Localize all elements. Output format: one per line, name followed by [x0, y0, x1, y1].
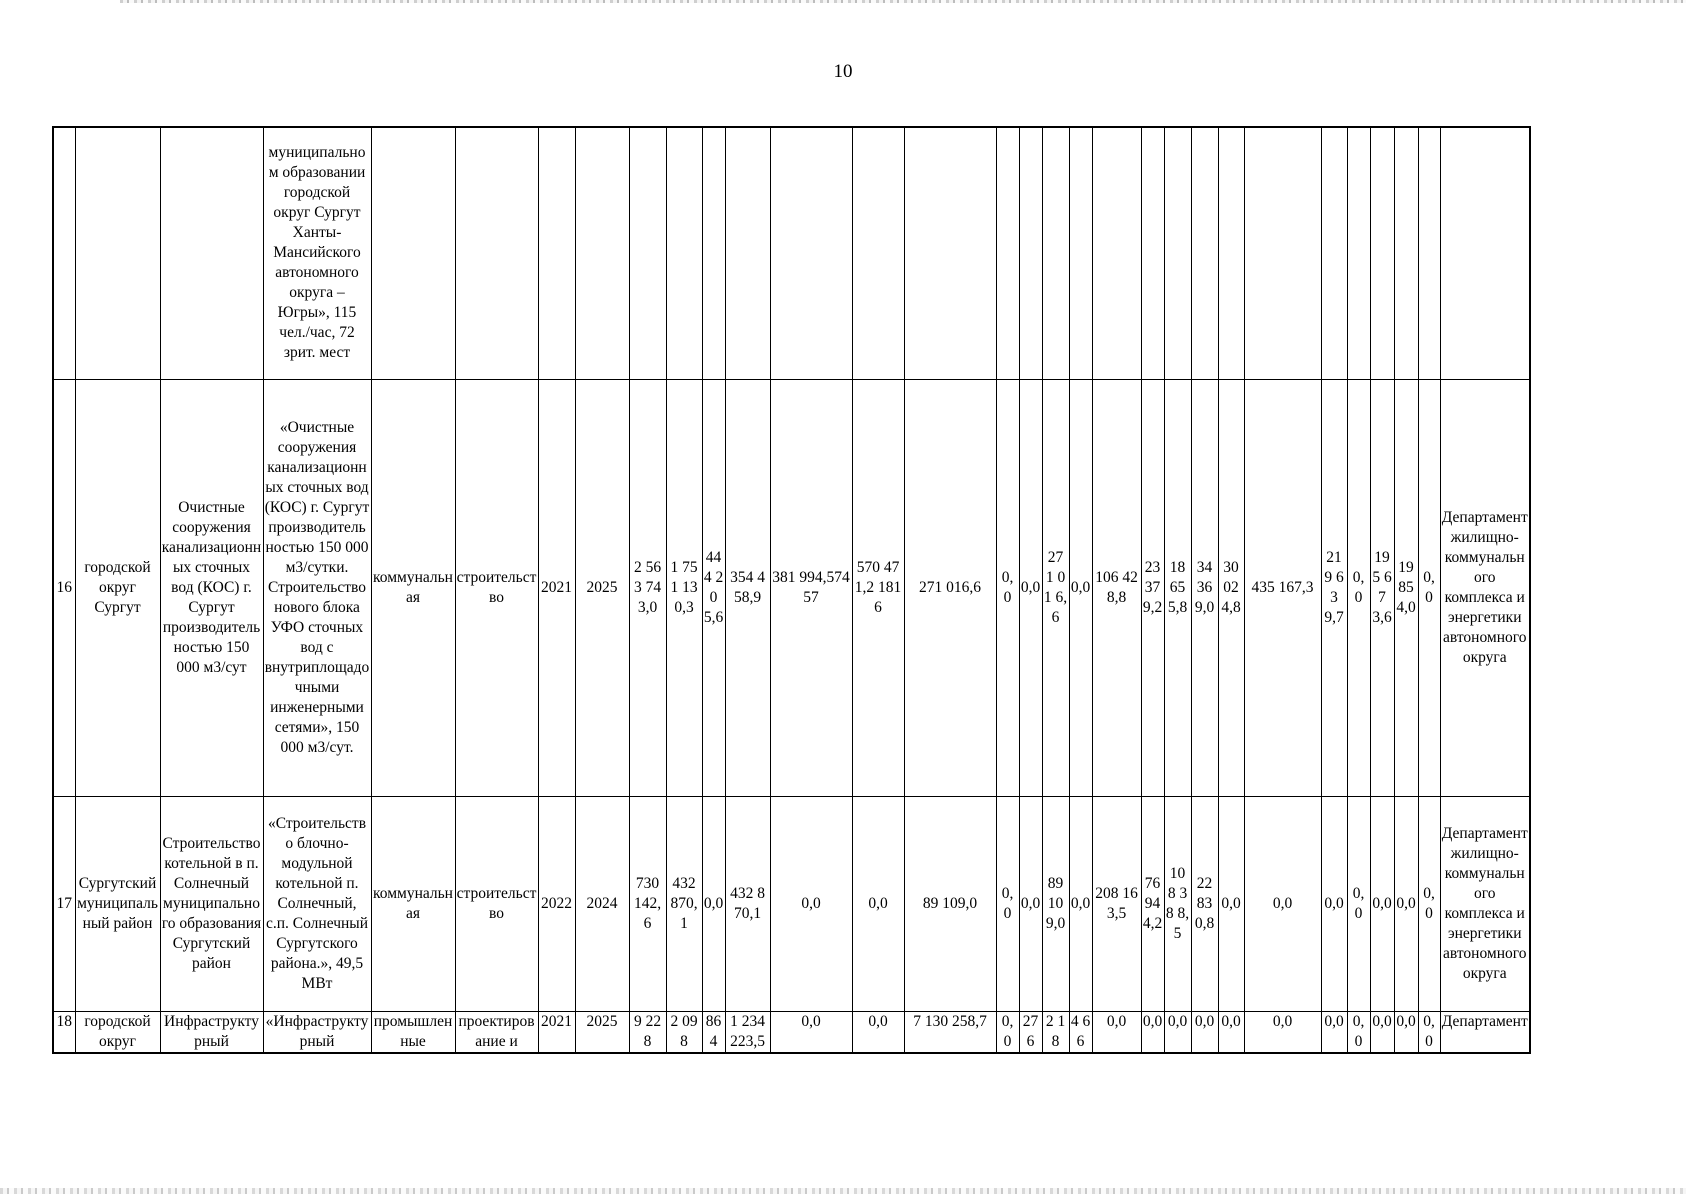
cell-sector — [371, 127, 455, 379]
cell-value — [1347, 127, 1370, 379]
cell-value: 0,0 — [770, 1011, 852, 1053]
cell-value: 27 6 — [1019, 1011, 1042, 1053]
cell-municipality — [75, 127, 160, 379]
cell-municipality: городской округ — [75, 1011, 160, 1053]
cell-value — [1019, 127, 1042, 379]
cell-value: 44 4 20 5,6 — [702, 379, 725, 796]
cell-value: 271 016,6 — [904, 379, 996, 796]
scan-edge-bottom — [0, 1188, 1686, 1194]
cell-value: 0, 0 — [996, 796, 1019, 1011]
cell-work-type: проектирование и — [455, 1011, 538, 1053]
cell-municipality: Сургутский муниципальный район — [75, 796, 160, 1011]
table-row — [53, 1011, 1530, 1053]
cell-responsible: Департамент жилищно-коммунального комплекса и энергетики автономного округа — [1440, 379, 1530, 796]
cell-value: 9 228 — [629, 1011, 666, 1053]
cell-value: 0,0 — [852, 796, 904, 1011]
cell-value: 0, 0 — [1347, 796, 1370, 1011]
cell-work-type — [455, 127, 538, 379]
cell-value: 570 471,2 1816 — [852, 379, 904, 796]
cell-no: 18 — [53, 1011, 75, 1053]
cell-value: 10 8 38 8,5 — [1164, 796, 1191, 1011]
cell-year-start: 2021 — [538, 379, 575, 796]
cell-value: 0,0 — [852, 1011, 904, 1053]
cell-value — [1218, 127, 1244, 379]
cell-value: 435 167,3 — [1244, 379, 1321, 796]
cell-object-description: «Строительство блочно-модульной котельной п. Солнечный, с.п. Солнечный Сургутского района.», 49,5 МВт — [263, 796, 371, 1011]
cell-value: 19 5 67 3,6 — [1370, 379, 1394, 796]
cell-value: 0,0 — [1418, 379, 1440, 796]
cell-value — [1164, 127, 1191, 379]
cell-year-end — [575, 127, 629, 379]
cell-value: 0,0 — [1321, 1011, 1347, 1053]
cell-value: 23 37 9,2 — [1141, 379, 1164, 796]
cell-value — [1069, 127, 1092, 379]
cell-value — [852, 127, 904, 379]
cell-value: 2 18 — [1042, 1011, 1069, 1053]
cell-value: 0,0 — [1244, 1011, 1321, 1053]
cell-value: 89 109,0 — [904, 796, 996, 1011]
cell-value: 1 234 223,5 — [725, 1011, 770, 1053]
cell-value: 34 36 9,0 — [1191, 379, 1218, 796]
cell-value — [1092, 127, 1141, 379]
cell-value: 4 66 — [1069, 1011, 1092, 1053]
cell-responsible: Департамент — [1440, 1011, 1530, 1053]
cell-work-type: строительство — [455, 796, 538, 1011]
cell-value: 18 65 5,8 — [1164, 379, 1191, 796]
cell-value: 19 85 4,0 — [1394, 379, 1418, 796]
cell-object-description: «Очистные сооружения канализационных сточных вод (КОС) г. Сургут производительностью 150 000 м3/сутки. Строительство нового блока УФО сточных вод с внутриплощадочными инженерными сетями», 150 000 м3/сут. — [263, 379, 371, 796]
cell-value: 0,0 — [1019, 379, 1042, 796]
cell-name: Строительство котельной в п. Солнечный муниципального образования Сургутский район — [160, 796, 263, 1011]
cell-value: 0,0 — [1394, 796, 1418, 1011]
cell-value — [904, 127, 996, 379]
cell-value: 0, 0 — [1347, 379, 1370, 796]
cell-value: 0,0 — [1418, 1011, 1440, 1053]
cell-sector: промышленные — [371, 1011, 455, 1053]
cell-sector: коммунальная — [371, 796, 455, 1011]
cell-value: 0,0 — [1370, 796, 1394, 1011]
cell-value: 0,0 — [1019, 796, 1042, 1011]
cell-no: 17 — [53, 796, 75, 1011]
cell-name: Инфраструктурный — [160, 1011, 263, 1053]
cell-value — [1141, 127, 1164, 379]
cell-value: 7 130 258,7 — [904, 1011, 996, 1053]
cell-value: 22 83 0,8 — [1191, 796, 1218, 1011]
cell-name — [160, 127, 263, 379]
cell-value: 208 163,5 — [1092, 796, 1141, 1011]
page-number: 10 — [833, 61, 853, 82]
cell-year-start — [538, 127, 575, 379]
cell-year-start: 2021 — [538, 1011, 575, 1053]
cell-responsible — [1440, 127, 1530, 379]
cell-no: 16 — [53, 379, 75, 796]
cell-value — [666, 127, 702, 379]
cell-year-end: 2024 — [575, 796, 629, 1011]
cell-year-end: 2025 — [575, 1011, 629, 1053]
cell-value: 0,0 — [770, 796, 852, 1011]
cell-value: 354 458,9 — [725, 379, 770, 796]
cell-value — [1042, 127, 1069, 379]
table-row — [53, 379, 1530, 796]
cell-year-end: 2025 — [575, 379, 629, 796]
investment-projects-table — [52, 126, 1531, 1054]
cell-value: 0,0 — [1218, 1011, 1244, 1053]
cell-value: 0,0 — [1218, 796, 1244, 1011]
cell-value: 381 994,57457 — [770, 379, 852, 796]
cell-value — [629, 127, 666, 379]
table-row — [53, 796, 1530, 1011]
cell-sector: коммунальная — [371, 379, 455, 796]
cell-work-type: строительство — [455, 379, 538, 796]
cell-value: 30 02 4,8 — [1218, 379, 1244, 796]
cell-value — [1370, 127, 1394, 379]
cell-value — [1244, 127, 1321, 379]
cell-value — [1191, 127, 1218, 379]
cell-value: 0,0 — [1141, 1011, 1164, 1053]
cell-value: 0,0 — [1244, 796, 1321, 1011]
cell-value: 0,0 — [1370, 1011, 1394, 1053]
cell-value: 0, 0 — [996, 1011, 1019, 1053]
cell-value: 0, 0 — [996, 379, 1019, 796]
cell-value: 0,0 — [1321, 796, 1347, 1011]
cell-value — [996, 127, 1019, 379]
cell-responsible: Департамент жилищно-коммунального комплекса и энергетики автономного округа — [1440, 796, 1530, 1011]
cell-object-description: «Инфраструктурный — [263, 1011, 371, 1053]
cell-value — [725, 127, 770, 379]
cell-year-start: 2022 — [538, 796, 575, 1011]
cell-municipality: городской округ Сургут — [75, 379, 160, 796]
cell-value: 76 94 4,2 — [1141, 796, 1164, 1011]
cell-value: 1 751 130,3 — [666, 379, 702, 796]
cell-value: 2 098 — [666, 1011, 702, 1053]
cell-value — [1321, 127, 1347, 379]
cell-value: 0,0 — [1069, 796, 1092, 1011]
cell-value: 86 4 — [702, 1011, 725, 1053]
scan-edge-top — [120, 0, 1686, 3]
cell-no — [53, 127, 75, 379]
cell-value: 730 142,6 — [629, 796, 666, 1011]
table-row — [53, 127, 1530, 379]
cell-value — [702, 127, 725, 379]
cell-value: 432 870,1 — [666, 796, 702, 1011]
cell-value: 0,0 — [1164, 1011, 1191, 1053]
cell-value: 106 428,8 — [1092, 379, 1141, 796]
cell-value: 2 563 743,0 — [629, 379, 666, 796]
cell-object-description: муниципальном образовании городской округ Сургут Ханты-Мансийского автономного округа – Югры», 115 чел./час, 72 зрит. мест — [263, 127, 371, 379]
cell-value: 0,0 — [1394, 1011, 1418, 1053]
cell-value — [1418, 127, 1440, 379]
cell-value: 0,0 — [702, 796, 725, 1011]
cell-value: 0,0 — [1191, 1011, 1218, 1053]
cell-value — [1394, 127, 1418, 379]
cell-value: 89 10 9,0 — [1042, 796, 1069, 1011]
cell-value: 0,0 — [1092, 1011, 1141, 1053]
cell-value: 0,0 — [1418, 796, 1440, 1011]
cell-value: 27 1 01 6,6 — [1042, 379, 1069, 796]
cell-value — [770, 127, 852, 379]
cell-name: Очистные сооружения канализационных сточных вод (КОС) г. Сургут производительностью 150 000 м3/сут — [160, 379, 263, 796]
cell-value: 0,0 — [1069, 379, 1092, 796]
cell-value: 432 870,1 — [725, 796, 770, 1011]
cell-value: 0, 0 — [1347, 1011, 1370, 1053]
cell-value: 21 9 63 9,7 — [1321, 379, 1347, 796]
